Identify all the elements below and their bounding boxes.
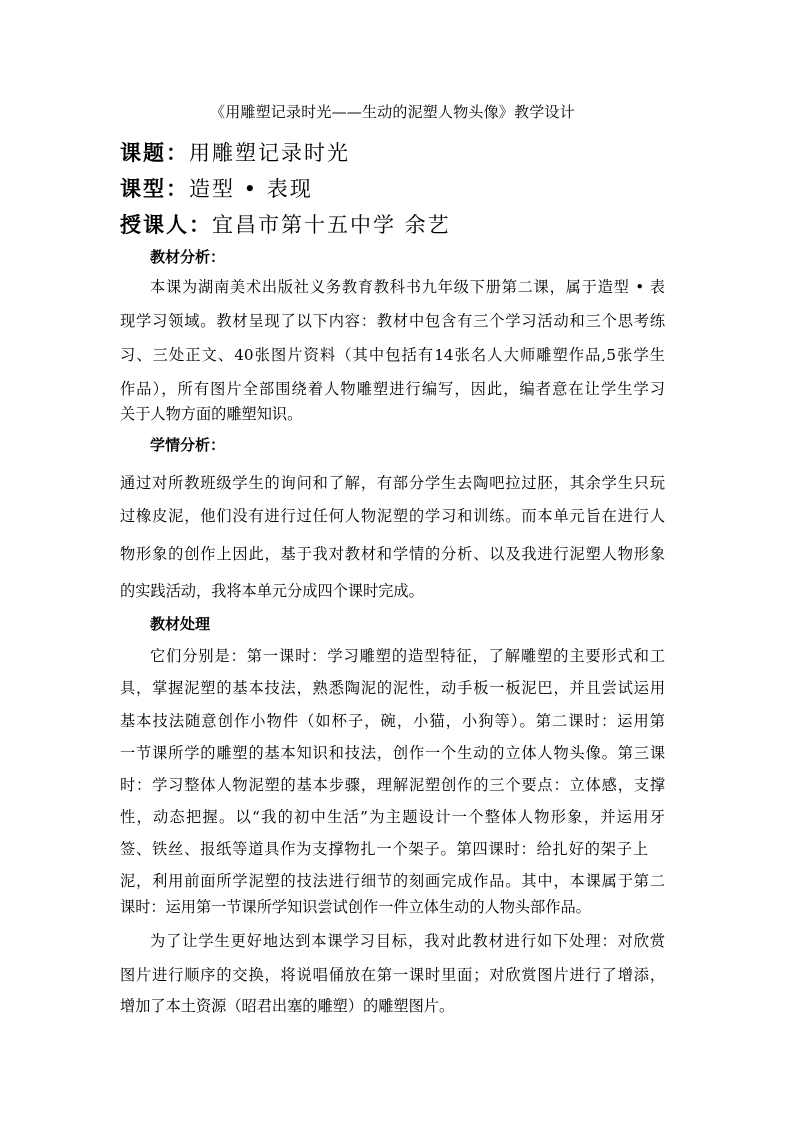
field-type-value: 造型 • 表现 xyxy=(189,177,313,201)
paragraph-line: 图片进行顺序的交换，将说唱俑放在第一课时里面；对欣赏图片进行了增添， xyxy=(120,966,665,984)
field-type-label: 课型： xyxy=(120,177,189,201)
paragraph-line: 签、铁丝、报纸等道具作为支撑物扎一个架子。第四课时：给扎好的架子上 xyxy=(120,840,648,858)
paragraph-line: 习、三处正文、40张图片资料（其中包括有14张名人大师雕塑作品,5张学生 xyxy=(120,346,665,364)
paragraph-line: 通过对所教班级学生的询问和了解，有部分学生去陶吧拉过胚，其余学生只玩 xyxy=(120,474,665,492)
paragraph-line: 为了让学生更好地达到本课学习目标，我对此教材进行如下处理：对欣赏 xyxy=(150,932,665,950)
paragraph-line: 时：学习整体人物泥塑的基本步骤，理解泥塑创作的三个要点：立体感，支撑 xyxy=(120,776,665,794)
field-teacher-value: 宜昌市第十五中学 余艺 xyxy=(212,213,451,237)
field-topic-label: 课题： xyxy=(120,141,189,165)
paragraph-line: 性，动态把握。以“我的初中生活”为主题设计一个整体人物形象，并运用牙 xyxy=(120,808,665,826)
paragraph-line: 的实践活动，我将本单元分成四个课时完成。 xyxy=(120,582,424,600)
paragraph-line: 泥，利用前面所学泥塑的技法进行细节的刻画完成作品。其中，本课属于第二 xyxy=(120,872,665,890)
field-teacher xyxy=(120,209,451,239)
paragraph-line: 增加了本土资源（昭君出塞的雕塑）的雕塑图片。 xyxy=(120,997,455,1015)
paragraph-line: 本课为湖南美术出版社义务教育教科书九年级下册第二课，属于造型 • 表 xyxy=(150,278,665,296)
paragraph-line: 具，掌握泥塑的基本技法，熟悉陶泥的泥性，动手板一板泥巴，并且尝试运用 xyxy=(120,679,665,697)
paragraph-line: 基本技法随意创作小物件（如杯子，碗，小猫，小狗等）。第二课时：运用第 xyxy=(120,712,665,730)
paragraph-line: 现学习领域。教材呈现了以下内容：教材中包含有三个学习活动和三个思考练 xyxy=(120,312,665,330)
field-topic xyxy=(120,137,350,167)
paragraph-line: 作品），所有图片全部围绕着人物雕塑进行编写，因此，编者意在让学生学习 xyxy=(120,380,665,398)
paragraph-line: 关于人物方面的雕塑知识。 xyxy=(120,405,303,423)
field-teacher-label: 授课人： xyxy=(120,213,212,237)
field-topic-value: 用雕塑记录时光 xyxy=(189,141,350,165)
paragraph-line: 课时：运用第一节课所学知识尝试创作一件立体生动的人物头部作品。 xyxy=(120,898,591,916)
paragraph-line: 一节课所学的雕塑的基本知识和技法，创作一个生动的立体人物头像。第三课 xyxy=(120,744,665,762)
paragraph-line: 过橡皮泥，他们没有进行过任何人物泥塑的学习和训练。而本单元旨在进行人 xyxy=(120,507,665,525)
section-heading: 教材处理 xyxy=(150,615,211,633)
field-type xyxy=(120,173,313,203)
section-heading: 学情分析： xyxy=(150,436,226,454)
paragraph-line: 它们分别是：第一课时：学习雕塑的造型特征，了解雕塑的主要形式和工 xyxy=(150,647,665,665)
paragraph-line: 物形象的创作上因此，基于我对教材和学情的分析、以及我进行泥塑人物形象 xyxy=(120,545,665,563)
document-title: 《用雕塑记录时光——生动的泥塑人物头像》教学设计 xyxy=(210,103,575,121)
section-heading: 教材分析： xyxy=(150,248,226,266)
